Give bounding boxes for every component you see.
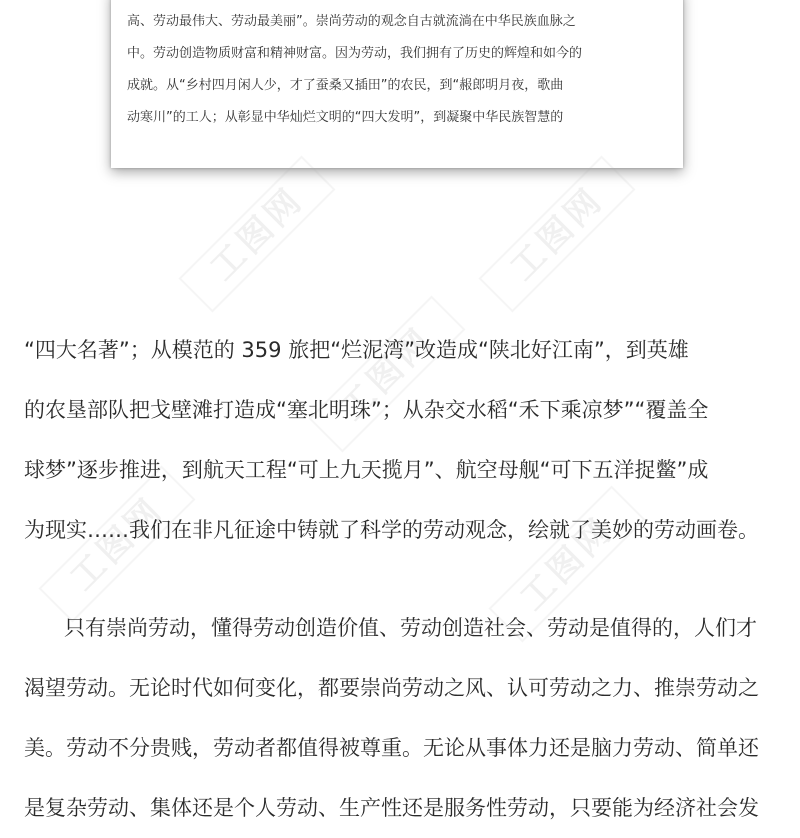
text-line: 只有崇尚劳动，懂得劳动创造价值、劳动创造社会、劳动是值得的，人们才: [64, 616, 757, 640]
watermark: 工图网: [489, 486, 646, 643]
watermark: 工图网: [479, 156, 636, 313]
paragraph-1: [24, 320, 784, 560]
paragraph-2: [24, 598, 784, 838]
text-line: 的农垦部队把戈壁滩打造成“塞北明珠”；从杂交水稻“禾下乘凉梦”“覆盖全: [24, 398, 709, 422]
text-line: 美。劳动不分贵贱，劳动者都值得被尊重。无论从事体力还是脑力劳动、简单还: [24, 736, 759, 760]
text-line: “四大名著”；从模范的 359 旅把“烂泥湾”改造成“陕北好江南”，到英雄: [24, 338, 689, 362]
text-line: 为现实……我们在非凡征途中铸就了科学的劳动观念，绘就了美妙的劳动画卷。: [24, 518, 759, 542]
excerpt-card: [111, 0, 683, 168]
excerpt-line: 动寒川”的工人；从彰显中华灿烂文明的“四大发明”，到凝聚中华民族智慧的: [127, 110, 564, 125]
watermark: 工图网: [309, 296, 466, 453]
watermark: 工图网: [179, 156, 336, 313]
excerpt-line: 高、劳动最伟大、劳动最美丽”。崇尚劳动的观念自古就流淌在中华民族血脉之: [127, 14, 576, 29]
excerpt-text: [127, 0, 667, 134]
text-line: 渴望劳动。无论时代如何变化，都要崇尚劳动之风、认可劳动之力、推崇劳动之: [24, 676, 759, 700]
excerpt-line: 中。劳动创造物质财富和精神财富。因为劳动，我们拥有了历史的辉煌和如今的: [127, 46, 583, 61]
excerpt-line: 成就。从“乡村四月闲人少，才了蚕桑又插田”的农民，到“赧郎明月夜，歌曲: [127, 78, 564, 93]
text-line: 是复杂劳动、集体还是个人劳动、生产性还是服务性劳动，只要能为经济社会发: [24, 796, 759, 820]
text-line: 球梦”逐步推进，到航天工程“可上九天揽月”、航空母舰“可下五洋捉鳖”成: [24, 458, 709, 482]
watermark: 工图网: [39, 466, 196, 623]
article-body: [24, 320, 784, 838]
